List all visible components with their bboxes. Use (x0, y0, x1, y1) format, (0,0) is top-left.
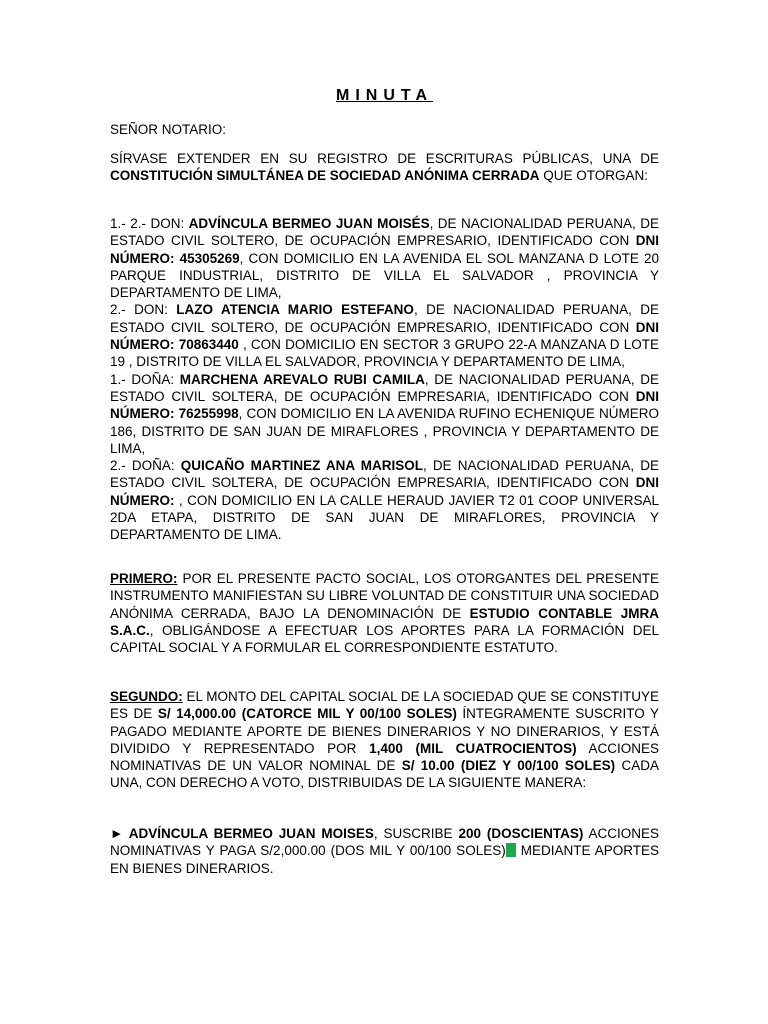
party-1-prefix: 1.- 2.- DON: (110, 216, 189, 231)
greeting: SEÑOR NOTARIO: (110, 122, 227, 137)
shareholder-text-2: ACCIONES NOMINATIVAS Y PAGA S/2,000.00 (DOS MIL Y 00/100 SOLES) (110, 826, 659, 859)
party-4-name: QUICAÑO MARTINEZ ANA MARISOL (180, 458, 424, 474)
party-2-prefix: 2.- DON: (110, 302, 177, 318)
intro-bold: CONSTITUCIÓN SIMULTÁNEA DE SOCIEDAD ANÓNIMA CERRADA (110, 168, 540, 184)
clause-primero-text: POR EL PRESENTE PACTO SOCIAL, LOS OTORGANTES DEL PRESENTE INSTRUMENTO MANIFIESTAN SU LIBRE VOLUNTAD DE CONSTITUIR UNA SOCIEDAD ANÓNIMA CERRADA, BAJO LA DENOMINACIÓN DE (110, 571, 659, 621)
party-4 (110, 458, 659, 542)
intro-text-end: QUE OTORGAN: (539, 168, 649, 184)
party-2-address: , CON DOMICILIO EN SECTOR 3 GRUPO 22-A MANZANA D LOTE 19 , DISTRITO DE VILLA EL SALVADOR, PROVINCIA Y DEPARTAMENTO DE LIMA, (110, 337, 659, 370)
clause-segundo-text-3: ACCIONES NOMINATIVAS DE UN VALOR NOMINAL DE (110, 740, 659, 774)
party-1-dni: DNI NÚMERO: 45305269 (110, 233, 659, 266)
party-3-address: , CON DOMICILIO EN LA AVENIDA RUFINO ECHENIQUE NÚMERO 186, DISTRITO DE SAN JUAN DE MIRAFLORES , PROVINCIA Y DEPARTAMENTO DE LIMA, (110, 406, 659, 456)
shareholder-text-1: , SUSCRIBE (373, 826, 459, 841)
text-cursor-mark (506, 843, 516, 857)
clause-primero-text-end: , OBLIGÁNDOSE A EFECTUAR LOS APORTES PARA LA FORMACIÓN DEL CAPITAL SOCIAL Y A FORMULAR EL CORRESPONDIENTE ESTATUTO. (110, 622, 659, 656)
party-4-details: , DE NACIONALIDAD PERUANA, DE ESTADO CIVIL SOLTERA, DE OCUPACIÓN EMPRESARIA, IDENTIFICADO CON (110, 458, 659, 491)
shareholder-text-3: MEDIANTE APORTES EN BIENES DINERARIOS. (110, 843, 660, 876)
clause-primero-label: PRIMERO: (110, 571, 178, 586)
party-4-dni: DNI NÚMERO: (110, 475, 659, 508)
clause-primero (110, 570, 659, 656)
clause-segundo-text-1: EL MONTO DEL CAPITAL SOCIAL DE LA SOCIEDAD QUE SE CONSTITUYE ES DE (110, 689, 659, 722)
party-1-details: , DE NACIONALIDAD PERUANA, DE ESTADO CIVIL SOLTERO, DE OCUPACIÓN EMPRESARIO, IDENTIFICADO CON (110, 216, 660, 249)
bullet-arrow-icon: ► (110, 826, 124, 841)
nominal-value: S/ 10.00 (DIEZ Y 00/100 SOLES) (401, 758, 616, 774)
document-title: MINUTA (335, 87, 434, 104)
intro-text: SÍRVASE EXTENDER EN SU REGISTRO DE ESCRITURAS PÚBLICAS, UNA DE (110, 151, 659, 166)
party-1-name: ADVÍNCULA BERMEO JUAN MOISÉS (188, 216, 430, 231)
party-2-details: , DE NACIONALIDAD PERUANA, DE ESTADO CIVIL SOLTERO, DE OCUPACIÓN EMPRESARIO, IDENTIFICADO CON (110, 302, 660, 335)
party-3 (110, 372, 659, 456)
share-count: 1,400 (MIL CUATROCIENTOS) (369, 740, 577, 756)
shareholder-bullet (110, 825, 659, 877)
clause-segundo-text-2: ÍNTEGRAMENTE SUSCRITO Y PAGADO MEDIANTE APORTE DE BIENES DINERARIOS Y NO DINERARIOS, Y ESTÁ DIVIDIDO Y REPRESENTADO POR (110, 706, 660, 756)
party-2 (110, 302, 659, 369)
party-3-prefix: 1.- DOÑA: (110, 371, 180, 387)
party-4-prefix: 2.- DOÑA: (110, 458, 181, 474)
company-name: ESTUDIO CONTABLE JMRA S.A.C. (110, 605, 659, 638)
party-3-dni: DNI NÚMERO: 76255998 (110, 388, 659, 422)
party-4-address: , CON DOMICILIO EN LA CALLE HERAUD JAVIER T2 01 COOP UNIVERSAL 2DA ETAPA, DISTRITO DE SAN JUAN DE MIRAFLORES, PROVINCIA Y DEPARTAMENTO DE LIMA. (110, 492, 659, 543)
party-1 (110, 216, 659, 300)
clause-segundo-text-4: CADA UNA, CON DERECHO A VOTO, DISTRIBUIDAS DE LA SIGUIENTE MANERA: (110, 758, 659, 791)
party-1-address: , CON DOMICILIO EN LA AVENIDA EL SOL MANZANA D LOTE 20 PARQUE INDUSTRIAL, DISTRITO DE VILLA EL SALVADOR , PROVINCIA Y DEPARTAMENTO DE LIMA, (110, 250, 659, 301)
clause-segundo (110, 688, 659, 792)
intro-paragraph (110, 150, 659, 185)
party-2-dni: DNI NÚMERO: 70863440 (110, 319, 659, 353)
capital-amount: S/ 14,000.00 (CATORCE MIL Y 00/100 SOLES) (157, 706, 457, 722)
clause-segundo-label: SEGUNDO: (110, 689, 183, 704)
parties-paragraph (110, 215, 659, 544)
party-3-details: , DE NACIONALIDAD PERUANA, DE ESTADO CIVIL SOLTERA, DE OCUPACIÓN EMPRESARIA, IDENTIFICADO CON (110, 371, 659, 404)
party-2-name: LAZO ATENCIA MARIO ESTEFANO (176, 302, 414, 318)
shareholder-share-count: 200 (DOSCIENTAS) (458, 826, 584, 841)
shareholder-name: ADVÍNCULA BERMEO JUAN MOISES (123, 826, 374, 841)
party-3-name: MARCHENA AREVALO RUBI CAMILA (179, 371, 425, 387)
